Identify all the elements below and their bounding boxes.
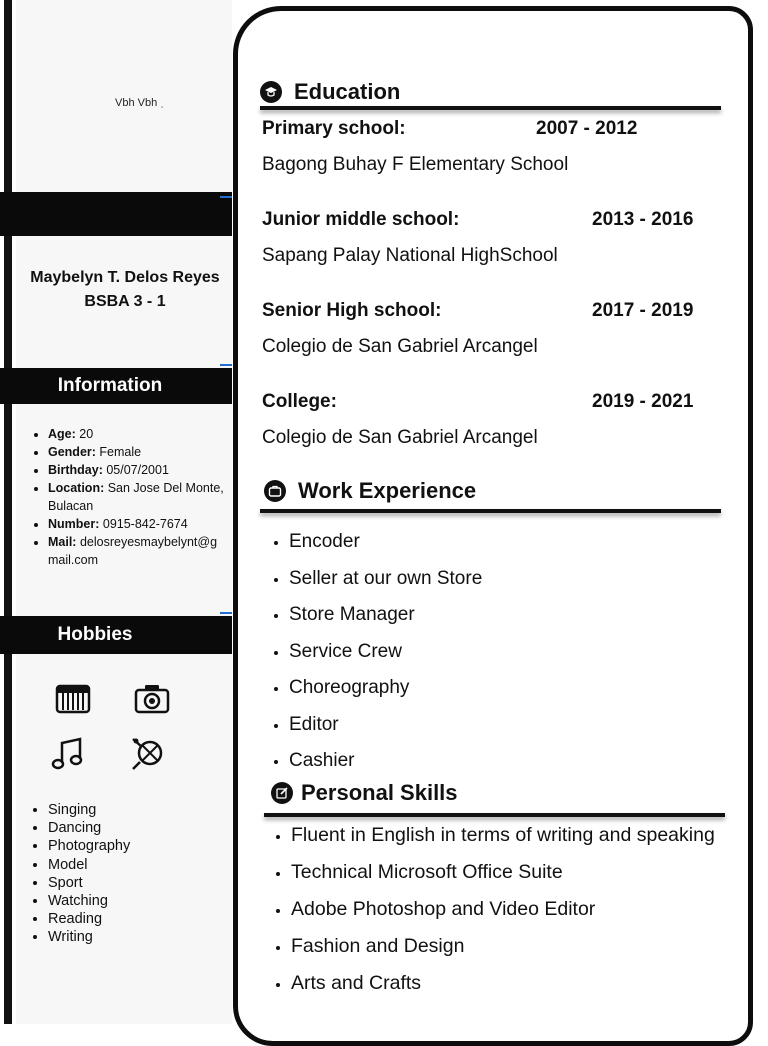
hobby-item: • Dancing xyxy=(48,819,226,837)
edit-icon xyxy=(271,782,293,804)
work-title: Work Experience xyxy=(298,478,477,503)
information-title: Information xyxy=(57,375,163,396)
edu-college-school: Colegio de San Gabriel Arcangel xyxy=(262,427,538,448)
edu-primary-years: 2007 - 2012 xyxy=(536,118,638,139)
work-heading xyxy=(264,478,476,504)
work-item: • Choreography xyxy=(289,670,722,707)
education-title: Education xyxy=(294,79,401,104)
edu-senior-years: 2017 - 2019 xyxy=(592,300,694,321)
briefcase-icon xyxy=(264,480,286,502)
hobby-item: • Reading xyxy=(48,910,226,928)
hobby-item: • Model xyxy=(48,856,226,874)
info-birthday: • Birthday: 05/07/2001 xyxy=(48,461,226,479)
skill-item: • Technical Microsoft Office Suite xyxy=(291,863,720,882)
work-item: • Encoder xyxy=(289,524,722,561)
work-item: • Store Manager xyxy=(289,597,722,634)
edu-senior-label: Senior High school: xyxy=(262,300,442,321)
skills-title: Personal Skills xyxy=(301,780,458,805)
profile-name-block xyxy=(18,266,232,314)
hobby-item: • Photography xyxy=(48,837,226,855)
hobby-item: • Writing xyxy=(48,928,226,946)
edu-senior-school: Colegio de San Gabriel Arcangel xyxy=(262,336,538,357)
skills-divider xyxy=(264,813,725,817)
placeholder-text: Vbh Vbh ˌ xyxy=(115,97,164,109)
header-band xyxy=(0,192,232,236)
hobbies-list xyxy=(16,801,226,947)
band-accent xyxy=(220,196,232,198)
band-accent xyxy=(220,612,232,614)
info-number: • Number: 0915-842-7674 xyxy=(48,515,226,533)
education-heading xyxy=(260,79,400,105)
skill-item: • Fluent in English in terms of writing and speaking xyxy=(291,826,720,845)
edu-junior-school: Sapang Palay National HighSchool xyxy=(262,245,558,266)
education-divider xyxy=(260,106,721,110)
info-age: • Age: 20 xyxy=(48,425,226,443)
info-mail: • Mail: delosreyesmaybelynt@gmail.com xyxy=(48,533,226,569)
information-band xyxy=(0,368,232,404)
work-item: • Cashier xyxy=(289,743,722,780)
music-note-icon xyxy=(50,735,88,773)
hobby-item: • Singing xyxy=(48,801,226,819)
left-border-bar xyxy=(4,0,12,1024)
work-item: • Seller at our own Store xyxy=(289,561,722,598)
work-item: • Service Crew xyxy=(289,634,722,671)
edu-primary-school: Bagong Buhay F Elementary School xyxy=(262,154,569,175)
work-item: • Editor xyxy=(289,707,722,744)
info-gender: • Gender: Female xyxy=(48,443,226,461)
hobbies-band xyxy=(0,616,232,654)
skill-item: • Arts and Crafts xyxy=(291,974,720,993)
edu-college-label: College: xyxy=(262,391,337,412)
edu-college-years: 2019 - 2021 xyxy=(592,391,694,412)
camera-icon xyxy=(133,680,171,718)
skill-item: • Adobe Photoshop and Video Editor xyxy=(291,900,720,919)
graduation-cap-icon xyxy=(260,81,282,103)
skills-heading xyxy=(271,780,458,806)
edu-junior-label: Junior middle school: xyxy=(262,209,460,230)
work-divider xyxy=(260,509,721,513)
skills-list xyxy=(265,826,720,1011)
edu-junior-years: 2013 - 2016 xyxy=(592,209,694,230)
skill-item: • Fashion and Design xyxy=(291,937,720,956)
edu-primary-label: Primary school: xyxy=(262,118,406,139)
band-accent xyxy=(220,364,232,366)
work-list xyxy=(262,524,722,780)
hobbies-title: Hobbies xyxy=(57,624,133,645)
information-list xyxy=(16,425,226,569)
piano-icon xyxy=(54,680,92,718)
profile-name: Maybelyn T. Delos Reyes xyxy=(30,269,220,286)
hobby-item: • Sport xyxy=(48,874,226,892)
no-sport-icon xyxy=(130,735,168,773)
hobby-item: • Watching xyxy=(48,892,226,910)
profile-course: BSBA 3 - 1 xyxy=(84,293,166,310)
info-location: • Location: San Jose Del Monte, Bulacan xyxy=(48,479,226,515)
